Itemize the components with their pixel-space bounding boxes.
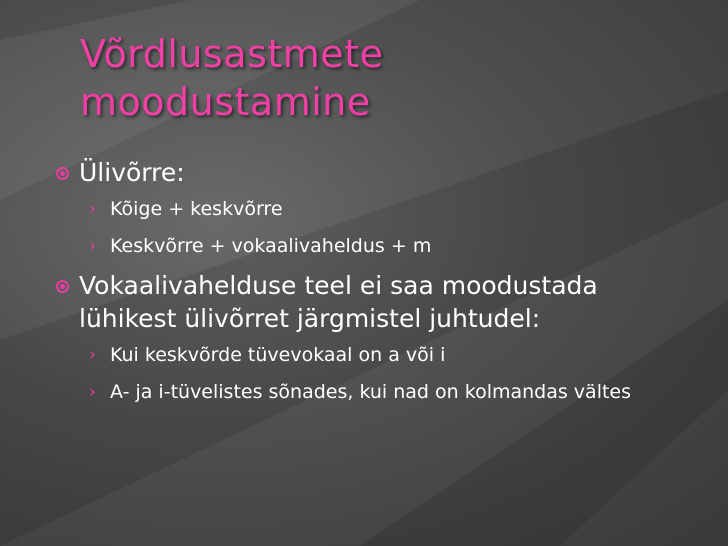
sub-bullet-text-1-2: Keskvõrre + vokaalivaheldus + m [110, 235, 432, 257]
circle-dot-bullet-icon [56, 167, 69, 180]
chevron-right-icon: › [89, 345, 96, 365]
sub-bullet-2-1 [56, 341, 696, 370]
title-line-1: Võrdlusastmete [80, 32, 384, 76]
sub-bullet-1-2 [56, 232, 696, 261]
chevron-right-icon: › [89, 199, 96, 219]
bullet-text-2: Vokaalivahelduse teel ei saa moodustada lühikest ülivõrret järgmistel juhtudel: [79, 271, 598, 333]
chevron-right-icon: › [89, 236, 96, 256]
bullet-item-1 [56, 156, 696, 189]
circle-dot-bullet-icon [56, 280, 69, 293]
bullet-text-1: Ülivõrre: [79, 158, 185, 187]
sub-bullet-text-1-1: Kõige + keskvõrre [110, 198, 283, 220]
chevron-right-icon: › [89, 382, 96, 402]
sub-bullet-2-2 [56, 378, 696, 407]
sub-bullet-1-1 [56, 195, 696, 224]
bullet-item-2 [56, 269, 696, 335]
slide-title [80, 30, 383, 126]
slide-content [56, 156, 696, 415]
sub-bullet-text-2-2: A- ja i-tüvelistes sõnades, kui nad on kolmandas vältes [110, 381, 632, 403]
sub-bullet-text-2-1: Kui keskvõrde tüvevokaal on a või i [110, 344, 446, 366]
title-line-2: moodustamine [80, 80, 371, 124]
